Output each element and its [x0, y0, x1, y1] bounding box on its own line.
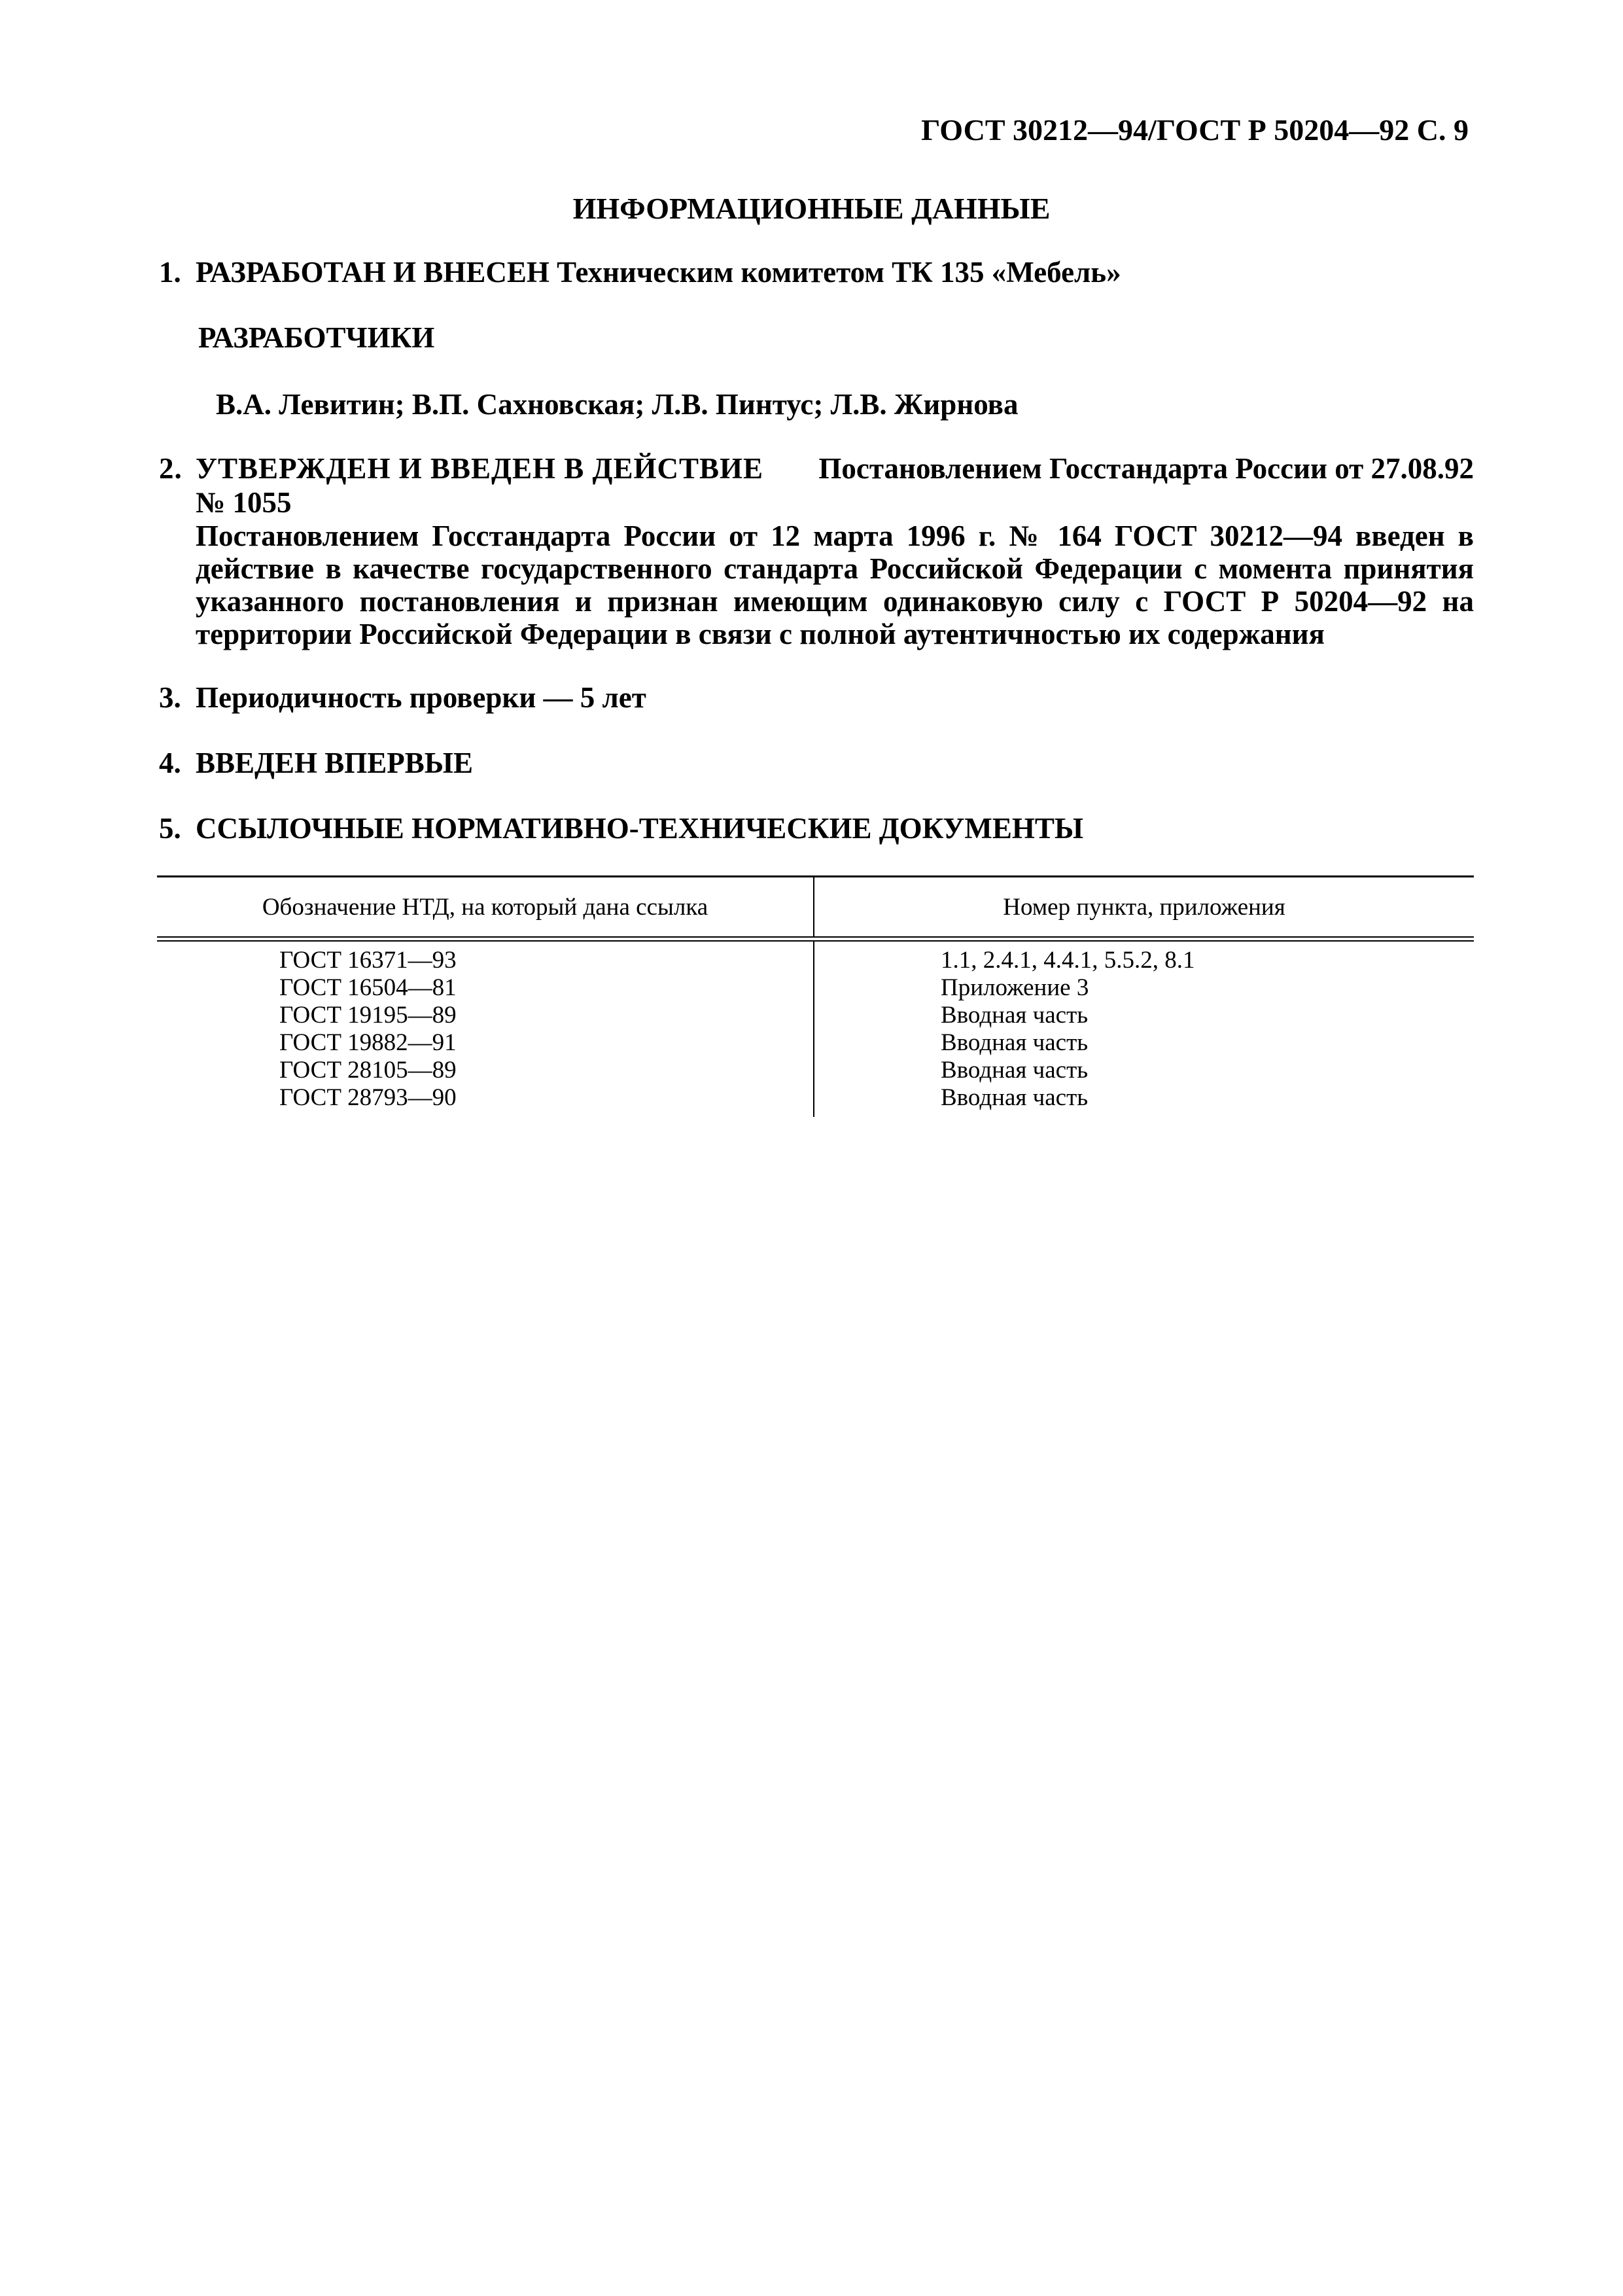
- header-cell-ref: Номер пункта, приложения: [1003, 893, 1285, 921]
- table-column-doc: [157, 942, 814, 1117]
- section-number: 3.: [159, 681, 181, 714]
- section-label: РАЗРАБОТАН И ВНЕСЕН: [196, 256, 550, 289]
- developers-list: В.А. Левитин; В.П. Сахновская; Л.В. Пинтус; Л.В. Жирнова: [216, 388, 1019, 421]
- page-header-doc-id: ГОСТ 30212—94/ГОСТ Р 50204—92 С. 9: [921, 113, 1469, 147]
- section-text: Техническим комитетом ТК 135 «Мебель»: [557, 256, 1121, 289]
- table-cell-doc: ГОСТ 19882—91: [279, 1029, 457, 1056]
- section-paragraph: Постановлением Госстандарта России от 12 марта 1996 г. № 164 ГОСТ 30212—94 введен в действие в качестве государственного стандарта Российской Федерации с момента принятия указанного постановления и признан имеющим одинаковую силу с ГОСТ Р 50204—92 на территории Российской Федерации в связи с полной аутентичностью их содержания: [196, 520, 1474, 650]
- developers-heading: РАЗРАБОТЧИКИ: [198, 321, 435, 354]
- table-body: [157, 942, 1474, 1117]
- table-column-ref: [814, 942, 1474, 1117]
- table-cell-ref: Вводная часть: [941, 1029, 1089, 1056]
- table-cell-doc: ГОСТ 19195—89: [279, 1002, 457, 1029]
- table-cell-doc: ГОСТ 16371—93: [279, 947, 457, 974]
- page-title: ИНФОРМАЦИОННЫЕ ДАННЫЕ: [572, 192, 1051, 225]
- section-number: 2.: [159, 452, 183, 485]
- section-introduced: [159, 746, 473, 780]
- table-cell-ref: Вводная часть: [941, 1002, 1089, 1029]
- section-references: [159, 811, 1083, 845]
- table-cell-ref: 1.1, 2.4.1, 4.4.1, 5.5.2, 8.1: [941, 947, 1195, 974]
- header-cell-doc: Обозначение НТД, на который дана ссылка: [157, 877, 814, 936]
- section-developed: [159, 255, 1121, 289]
- section-number: 4.: [159, 747, 181, 779]
- table-header: [157, 877, 1474, 936]
- table-cell-ref: Приложение 3: [941, 974, 1089, 1001]
- section-label: УТВЕРЖДЕН И ВВЕДЕН В ДЕЙСТВИЕ: [196, 452, 764, 485]
- table-cell-doc: ГОСТ 28105—89: [279, 1057, 457, 1084]
- table-header-rule: [157, 936, 1474, 942]
- section-number: 5.: [159, 812, 181, 845]
- table-cell-ref: Вводная часть: [941, 1057, 1089, 1084]
- section-approved: [159, 451, 1474, 650]
- section-number: 1.: [159, 256, 181, 289]
- section-review-period: [159, 680, 646, 715]
- section-text: Постановлением Госстандарта России от 27.08.92: [818, 452, 1474, 485]
- section-text: Периодичность проверки — 5 лет: [196, 681, 646, 714]
- decree-number: № 1055: [196, 486, 292, 519]
- table-cell-ref: Вводная часть: [941, 1084, 1089, 1111]
- section-text: ВВЕДЕН ВПЕРВЫЕ: [196, 747, 474, 779]
- references-table: [157, 875, 1474, 1117]
- table-cell-doc: ГОСТ 16504—81: [279, 974, 457, 1001]
- section-text: ССЫЛОЧНЫЕ НОРМАТИВНО-ТЕХНИЧЕСКИЕ ДОКУМЕНТЫ: [196, 812, 1084, 845]
- table-cell-doc: ГОСТ 28793—90: [279, 1084, 457, 1111]
